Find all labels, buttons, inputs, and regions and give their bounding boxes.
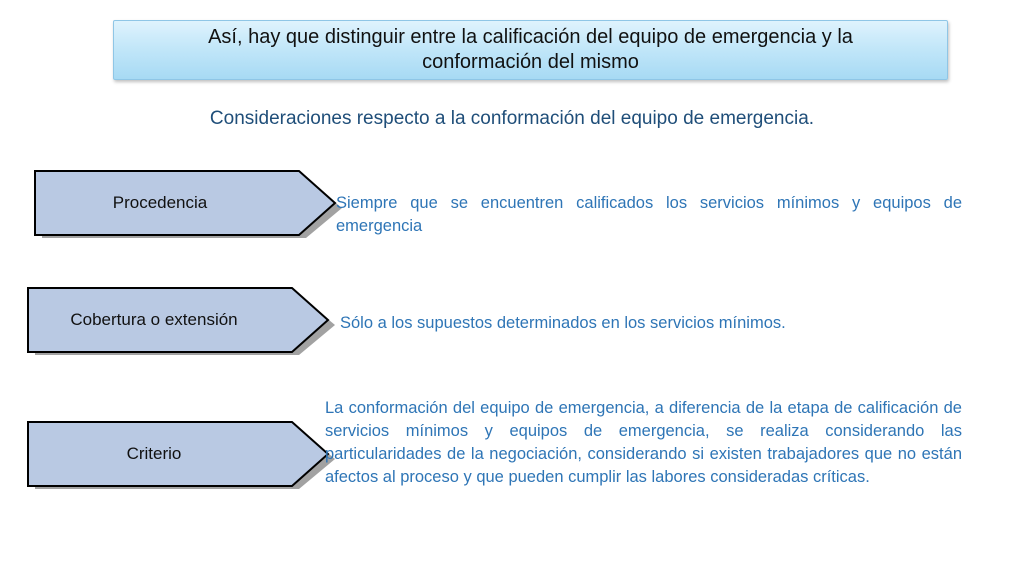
slide-title: Así, hay que distinguir entre la calificación del equipo de emergencia y la conformación del mismo [208,26,853,73]
description-criterio: La conformación del equipo de emergencia, a diferencia de la etapa de calificación de servicios mínimos y equipos de emergencia, se realiza considerando las particularidades de la negociación, considerando si existen trabajadores que no están afectos al proceso y que pueden cumplir las labores consideradas críticas. [325,399,962,486]
description-cobertura: Sólo a los supuestos determinados en los servicios mínimos. [340,314,786,332]
arrow-label-procedencia: Procedencia [112,193,208,212]
arrow-label-cobertura: Cobertura o extensión [70,310,238,329]
slide-subtitle: Consideraciones respecto a la conformación del equipo de emergencia. [209,108,815,129]
description-procedencia: Siempre que se encuentren calificados los servicios mínimos y equipos de emergencia [336,194,962,235]
title-box [113,20,948,80]
arrow-label-criterio: Criterio [126,444,182,463]
